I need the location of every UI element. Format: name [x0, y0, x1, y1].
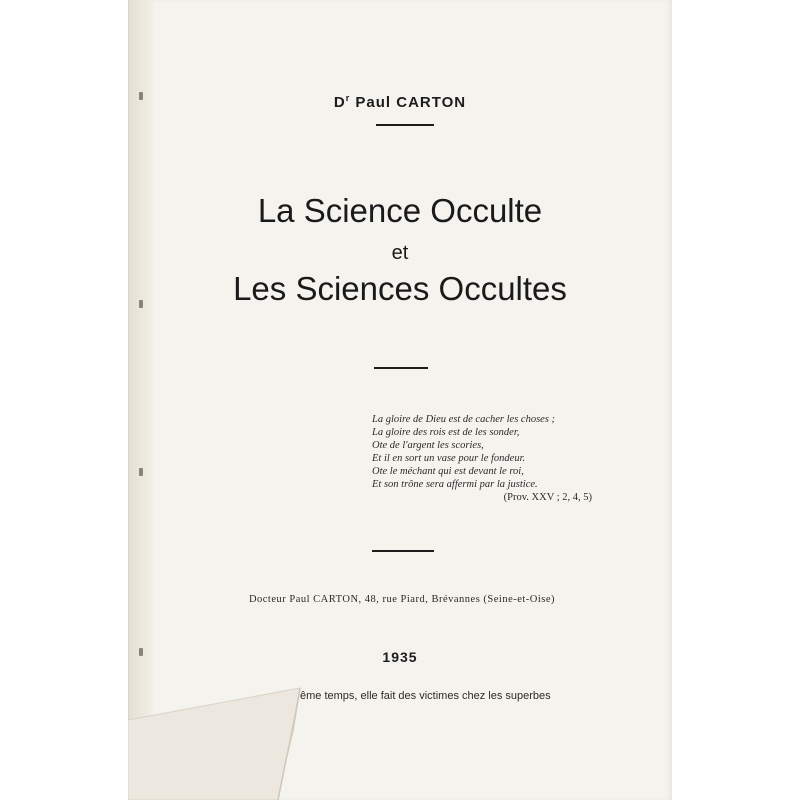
epigraph-line: Et il en sort un vase pour le fondeur. [372, 453, 526, 464]
epigraph [372, 413, 612, 504]
title-line-1: La Science Occulte [257, 192, 543, 229]
epigraph-line: Et son trône sera affermi par la justice. [372, 479, 538, 490]
author-full-name: Paul CARTON [355, 94, 467, 111]
bleed-through-text: ême temps, elle fait des victimes chez les superbes [300, 690, 551, 702]
torn-cover-corner [128, 660, 672, 800]
title-conjunction: et [391, 242, 409, 264]
epigraph-line: La gloire de Dieu est de cacher les choses ; [372, 414, 556, 425]
publication-year: 1935 [382, 649, 418, 665]
author-name [0, 93, 800, 111]
epigraph-reference: (Prov. XXV ; 2, 4, 5) [503, 492, 592, 503]
publisher-address: Docteur Paul CARTON, 48, rue Piard, Brévannes (Seine-et-Oise) [248, 594, 556, 605]
epigraph-rule [372, 550, 434, 552]
binding-stitch [139, 468, 143, 476]
epigraph-line: La gloire des rois est de les sonder, [372, 427, 520, 438]
author-prefix: D [333, 94, 346, 111]
author-rule [376, 124, 434, 126]
epigraph-line: Ote le méchant qui est devant le roi, [372, 466, 524, 477]
title-line-2: Les Sciences Occultes [233, 270, 567, 307]
author-prefix-superscript: r [345, 93, 351, 103]
title-rule [374, 367, 428, 369]
epigraph-line: Ote de l'argent les scories, [372, 440, 484, 451]
